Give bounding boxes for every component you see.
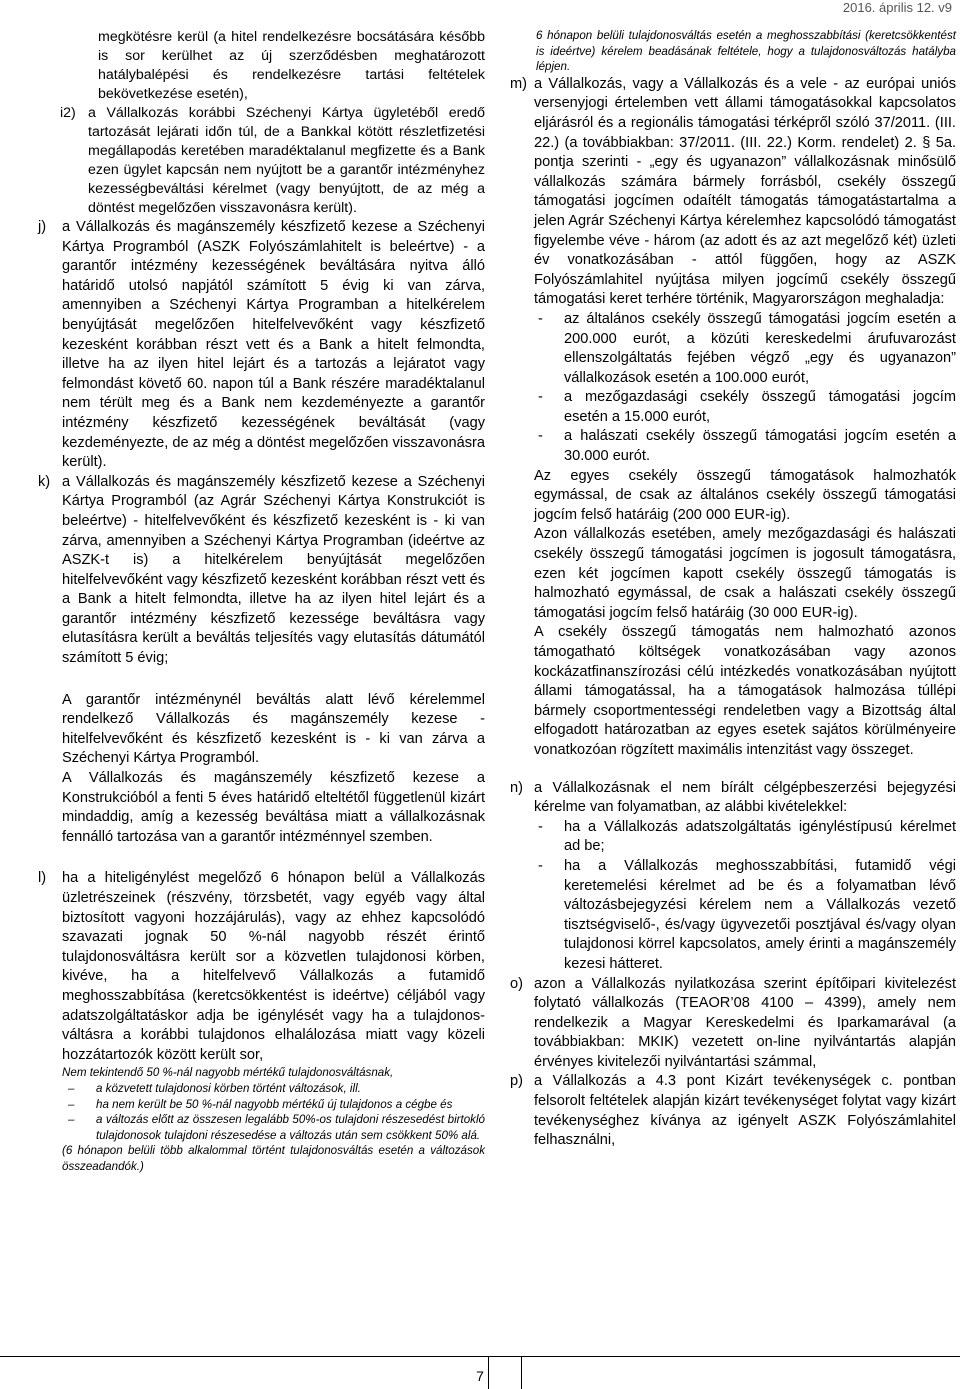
item-label: l): [38, 870, 47, 887]
item-l: [38, 869, 485, 1174]
dash-item: - az általános csekély összegű támogatási jogcím esetén a 200.000 eurót, a közúti kereskedelmi árufuvarozást ellenszolgáltatás fejében végző „egy és ugyanazon” vállalkozások esetén a 100.000 eurót,: [538, 310, 956, 386]
footnote-dash-item: – a közvetett tulajdonosi körben történt változások, ill.: [68, 1081, 361, 1095]
item-text: a Vállalkozás és magánszemély készfizető kezese a Széchenyi Kártya Programból (ASZK Folyószámlahitelt is beleértve) - a garantőr intézmény kezességének beváltására nyitva álló határidő utolsó napjától számított 5 évig ki van zárva, amennyiben a Széchenyi Kártya Programban a hitelkérelem benyújtását megelőzően hitelfelvevőként vagy készfizető kezesként korábban részt vett és a Bank a hitelt felmondta, illetve ha az ilyen hitel lejárt és a tartozás a lejáratot vagy felmondást követő 60. napon túl a Bank részére maradéktalanul nem térült meg és a Bank nem kezdeményezte a garantőr intézmény készfizető kezességének beváltását (vagy kezdeményezte, de az még a döntést megelőzően visszavonásra került).: [62, 219, 485, 471]
item-text: a Vállalkozás korábbi Széchenyi Kártya ügyletéből eredő tartozását lejárati időn túl, de a Bankkal kötött részletfizetési megállapodás keretében maradéktalanul megfizette és a Bank ezen ügylet kapcsán nem nyújtott be a garantőr intézményhez kezességbeváltási kérelmet (vagy benyújtott, de az még a döntést megelőzően visszavonásra került).: [88, 105, 485, 216]
item-text: a Vállalkozás és magánszemély készfizető kezese a Széchenyi Kártya Programból (az Agrár Széchenyi Kártya Konstrukciót is beleértve) - hitelfelvevőként és készfizető kezesként is - ki van zárva, amennyiben a Széchenyi Kártya Programban (ideértve az ASZK-t is) a hitelkérelem benyújtását megelőzően hitelfelvevőként vagy készfizető kezesként korábban részt vett és a Bank a hitelt felmondta, illetve ha az ilyen hitel lejárt és a garantőr intézmény készfizető kezessége beváltásra vagy elutasításra került a beváltás teljesítés vagy elutasítás dátumától számított 5 évig;: [62, 473, 485, 667]
item-label: k): [38, 473, 51, 490]
paragraph: Az egyes csekély összegű támogatások halmozhatók egymással, de csak az általános csekély összegű támogatási jogcím felső határáig (200 000 EUR-ig).: [534, 467, 956, 523]
item-text: ha a hiteligénylést megelőző 6 hónapon belül a Vállalkozás üzletrészeinek (részvény, törzsbetét, vagy egyéb vagy által biztosított vagyoni hozzájárulás), vagy az ehhez kapcsolódó szavazati jognak 50 %-nál nagyobb részét érintő tulajdonosváltásra került sor a közvetlen tulajdonosi körben, kivéve, ha a hitelfelvevő Vállalkozás a futamidő meghosszabbítása (keretcsökkentést is ideértve) céljából vagy adatszolgáltatáskor adja be igénylését vagy ha a tulajdonos-váltásra a korábbi tulajdonos elhalálozása miatt vagy közeli hozzátartozók között került sor,: [62, 870, 485, 1063]
item-label: m): [510, 75, 528, 92]
right-column: [510, 28, 956, 1151]
footnote-dash-item: – a változás előtt az összesen legalább 50%-os tulajdoni részesedést birtokló tulajdonosok tulajdoni részesedése a változás után sem csökkent 50% alá.: [68, 1113, 485, 1142]
dash-item: - a mezőgazdasági csekély összegű támogatási jogcím esetén a 15.000 eurót,: [538, 389, 956, 425]
item-m: [510, 75, 956, 761]
item-text: azon a Vállalkozás nyilatkozása szerint építőipari kivitelezést folytató vállalkozás (TEAOR’08 4100 – 4399), amely nem rendelkezik a Magyar Kereskedelmi és Iparkamarával (a továbbiakban: MKIK) vezetett on-line nyilvántartás alapján érvényes kivitelezői nyilvántartási számmal,: [534, 975, 956, 1070]
footer-rule: [0, 1356, 960, 1357]
item-k: [38, 473, 485, 848]
footnote-continuation: 6 hónapon belüli tulajdonosváltás esetén a meghosszabbítási (keretcsökkentést is ideértve) kérelem beadásának feltétele, hogy a tulajdonosváltozás hatályba lépjen.: [536, 29, 956, 74]
item-label: i2): [60, 105, 76, 121]
item-i2: [38, 104, 485, 218]
item-n: [510, 779, 956, 975]
item-j: [38, 218, 485, 473]
item-text: a Vállalkozásnak el nem bírált célgépbeszerzési bejegyzési kérelme van folyamatban, az alábbi kivételekkel:: [534, 779, 956, 816]
document-date: 2016. április 12. v9: [842, 0, 952, 15]
footnote-dash-item: – ha nem került be 50 %-nál nagyobb mértékű új tulajdonos a cégbe és: [68, 1097, 453, 1111]
item-p: [510, 1072, 956, 1150]
left-column: [38, 28, 485, 1175]
item-h-continuation: megkötésre kerül (a hitel rendelkezésre bocsátására később is sor kerülhet az új szerződésben meghatározott hatálybalépési és rendelkezésre tartási feltételek bekövetkezése esetén),: [98, 29, 485, 102]
page-number: 7: [476, 1368, 484, 1384]
item-label: p): [510, 1073, 523, 1090]
dash-item: - ha a Vállalkozás adatszolgáltatás igényléstípusú kérelmet ad be;: [538, 818, 956, 855]
item-label: j): [38, 219, 47, 235]
item-label: o): [510, 975, 523, 992]
paragraph: A Vállalkozás és magánszemély készfizető kezese a Konstrukcióból a fenti 5 éves határidő elteltétől függetlenül kizárt mindaddig, amíg a kezesség beváltása miatt a vállalkozásnak fennálló tartozása van a garantőr intézménnyel szemben.: [62, 770, 485, 845]
paragraph: Azon vállalkozás esetében, amely mezőgazdasági és halászati csekély összegű támogatási jogcímen is jogosult támogatásra, ezen két jogcímen kapott csekély összegű támogatás is halmozható egymással, de csak a halászati csekély összegű támogatási jogcím felső határáig (30 000 EUR-ig).: [534, 526, 956, 621]
paragraph: A csekély összegű támogatás nem halmozható azonos támogatható költségek vonatkozásában vagy azonos kockázatfinanszírozási célú intézkedés vonatkozásában nyújtott állami támogatással, ha a támogatások halmozása túllépi bármely csoportmentességi rendeletben vagy a Bizottság által elfogadott határozatban az egyes esetek sajátos körülményeire vonatkozóan rögzített maximális intenzitást vagy összeget.: [534, 624, 956, 758]
item-label: n): [510, 779, 523, 796]
paragraph: A garantőr intézménynél beváltás alatt lévő kérelemmel rendelkező Vállalkozás és magánszemély kezese - hitelfelvevőként és készfizető kezesként is - ki van zárva a Széchenyi Kártya Programból.: [62, 691, 485, 767]
dash-item: - ha a Vállalkozás meghosszabbítási, futamidő végi keretemelési kérelmet ad be és a folyamatban lévő változásbejegyzési kérelem nem a Vállalkozás vezető tisztségviselő-, és/vagy ügyvezetői posztjával és/vagy olyan tulajdonosi körrel kapcsolatos, amely érinti a magánszemély kezesi hátteret.: [538, 857, 956, 972]
item-o: [510, 975, 956, 1073]
dash-item: - a halászati csekély összegű támogatási jogcím esetén a 30.000 eurót.: [538, 428, 956, 465]
item-text: a Vállalkozás, vagy a Vállalkozás és a vele - az európai uniós versenyjogi értelemben vett állami támogatásokkal kapcsolatos eljárásról és a regionális támogatási térképről szóló 37/2011. (III. 22.) (a továbbiakban: 37/2011. (III. 22.) Korm. rendelet) 2. § 5a. pontja szerinti - „egy és ugyanazon” vállalkozásnak minősülő vállalkozás számára bármely forrásból, csekély összegű támogatási jogcímen odaítélt támogatás támogatástartalma a jelen Agrár Széchenyi Kártya kérelemhez kapcsolódó támogatást figyelembe véve - három (az adott és az azt megelőző két) üzleti év vonatkozásában - attól függően, hogy az ASZK Folyószámlahitel nyújtása milyen jogcímű csekély összegű támogatási keret terhére történik, Magyarországon meghaladja:: [534, 75, 956, 308]
footnote-intro: Nem tekintendő 50 %-nál nagyobb mértékű tulajdonosváltásnak,: [62, 1066, 394, 1080]
footnote-end: (6 hónapon belüli több alkalommal történt tulajdonosváltás esetén a változások összeadandók.): [62, 1144, 485, 1173]
item-text: a Vállalkozás a 4.3 pont Kizárt tevékenységek c. pontban felsorolt feltételek alapján kizárt tevékenységet folytat vagy kizárt tevékenységhez kíványa az igényelt ASZK Folyószámlahitel felhasználni,: [534, 1073, 956, 1149]
